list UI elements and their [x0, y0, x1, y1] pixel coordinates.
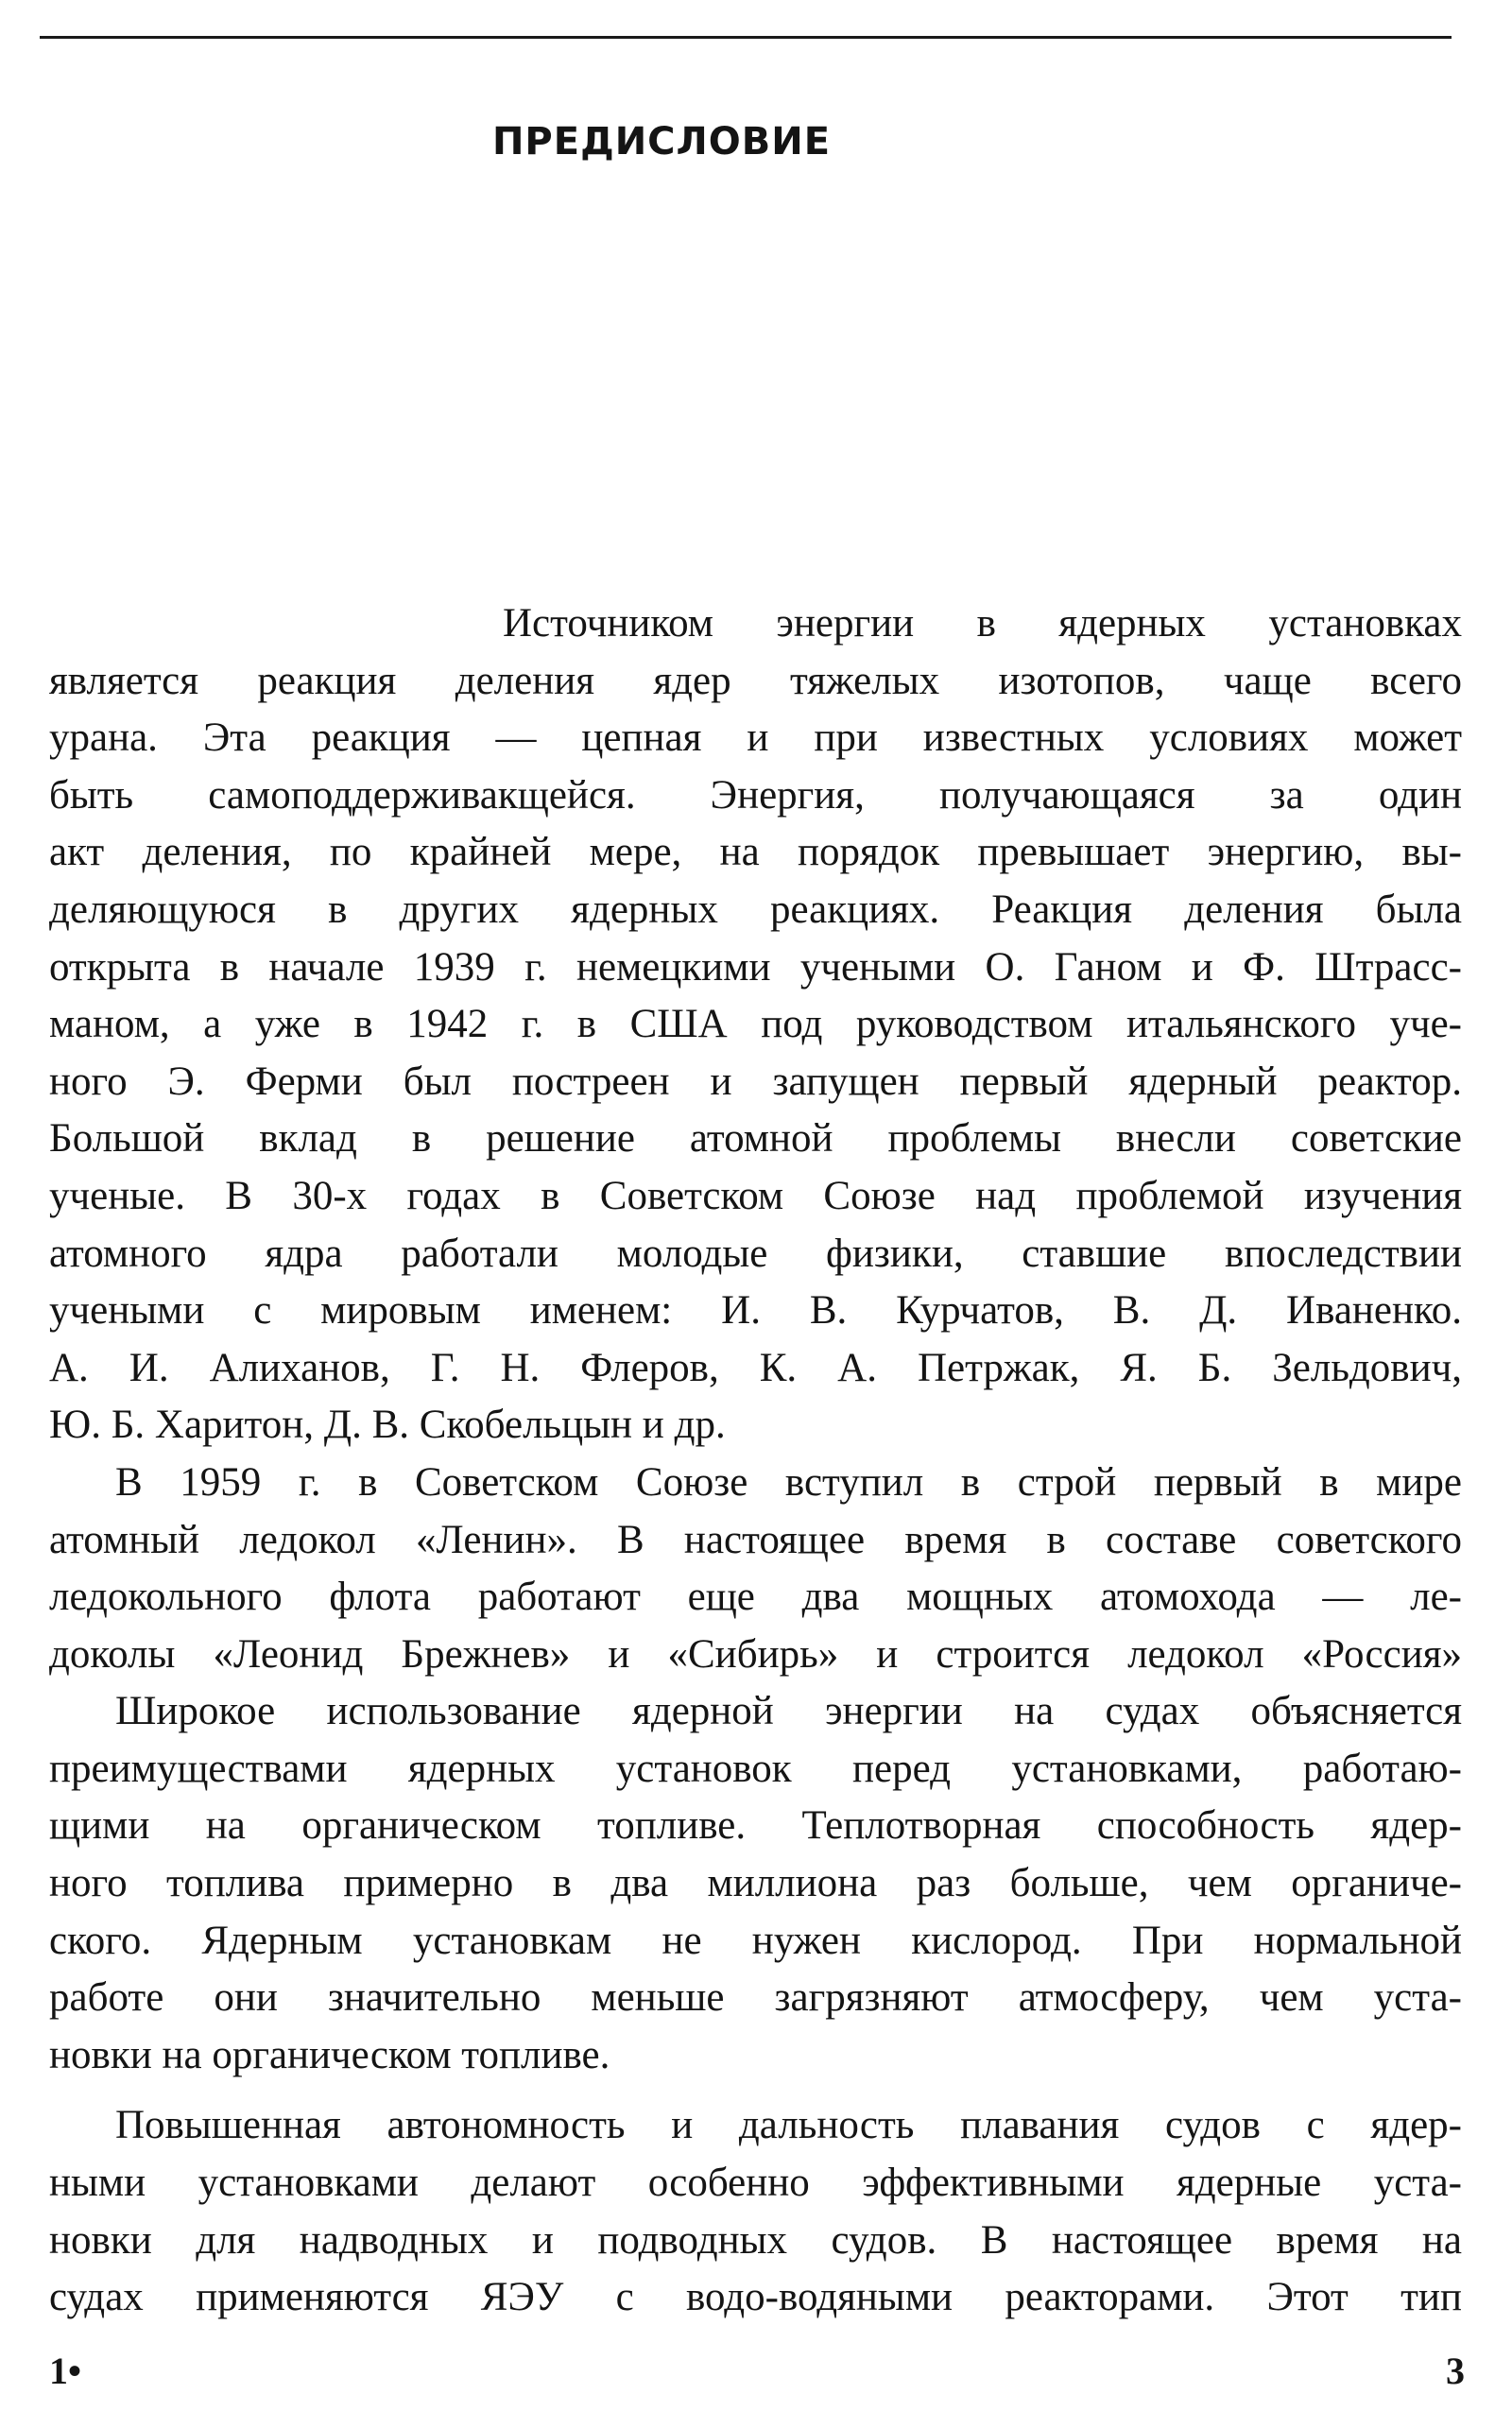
text-line: доколы «Леонид Брежнев» и «Сибирь» и строится ледокол «Россия» — [49, 1631, 1462, 1677]
text-line: атомный ледокол «Ленин». В настоящее время в составе советского — [49, 1517, 1462, 1562]
text-line: ского. Ядерным установкам не нужен кислород. При нормальной — [49, 1918, 1462, 1963]
text-line: ными установками делают особенно эффективными ядерные уста- — [49, 2161, 1462, 2206]
text-line: акт деления, по крайней мере, на порядок превышает энергию, вы- — [49, 830, 1462, 875]
text-line: является реакция деления ядер тяжелых изотопов, чаще всего — [49, 658, 1462, 703]
page-title: ПРЕДИСЛОВИЕ — [491, 119, 832, 164]
paragraph-3 — [49, 1683, 1462, 2084]
text-line: новки на органическом топливе. — [49, 2032, 610, 2077]
text-line: преимуществами ядерных установок перед установками, работаю- — [49, 1746, 1462, 1791]
text-line: Источником энергии в ядерных установках — [503, 601, 1462, 646]
text-line: работе они значительно меньше загрязняют атмосферу, чем уста- — [49, 1975, 1462, 2021]
text-line: открыта в начале 1939 г. немецкими учеными О. Ганом и Ф. Штрасс- — [49, 944, 1462, 990]
text-line: Широкое использование ядерной энергии на судах объясняется — [115, 1689, 1462, 1734]
text-line: урана. Эта реакция — цепная и при известных условиях может — [49, 715, 1462, 761]
text-line: щими на органическом топливе. Теплотворная способность ядер- — [49, 1803, 1462, 1849]
paragraph-1 — [49, 595, 1462, 1455]
text-line: судах применяются ЯЭУ с водо-водяными реакторами. Этот тип — [49, 2275, 1462, 2320]
text-line: быть самоподдерживакщейся. Энергия, получающаяся за один — [49, 772, 1462, 818]
text-line: В 1959 г. в Советском Союзе вступил в строй первый в мире — [115, 1459, 1462, 1505]
text-line: Повышенная автономность и дальность плавания судов с ядер- — [115, 2103, 1462, 2148]
text-line: ледокольного флота работают еще два мощных атомохода — ле- — [49, 1575, 1462, 1620]
text-line: деляющуюся в других ядерных реакциях. Реакция деления была — [49, 887, 1462, 932]
text-line: ного Э. Ферми был постреен и запущен первый ядерный реактор. — [49, 1059, 1462, 1104]
paragraph-4 — [49, 2097, 1462, 2326]
text-line: маном, а уже в 1942 г. в США под руководством итальянского уче- — [49, 1002, 1462, 1047]
text-line: Ю. Б. Харитон, Д. В. Скобельцын и др. — [49, 1403, 726, 1448]
page-number: 3 — [1446, 2350, 1465, 2392]
text-line: атомного ядра работали молодые физики, ставшие впоследствии — [49, 1231, 1462, 1276]
text-line: ного топлива примерно в два миллиона раз больше, чем органиче- — [49, 1861, 1462, 1906]
top-rule — [40, 36, 1452, 39]
signature-mark: 1• — [49, 2350, 82, 2392]
body-text — [49, 595, 1462, 2327]
text-line: ученые. В 30-х годах в Советском Союзе над проблемой изучения — [49, 1173, 1462, 1218]
text-line: учеными с мировым именем: И. В. Курчатов, В. Д. Иваненко. — [49, 1288, 1462, 1334]
paragraph-2 — [49, 1455, 1462, 1683]
text-line: А. И. Алиханов, Г. Н. Флеров, К. А. Петржак, Я. Б. Зельдович, — [49, 1345, 1462, 1390]
text-line: новки для надводных и подводных судов. В настоящее время на — [49, 2217, 1462, 2263]
text-line: Большой вклад в решение атомной проблемы внесли советские — [49, 1116, 1462, 1162]
